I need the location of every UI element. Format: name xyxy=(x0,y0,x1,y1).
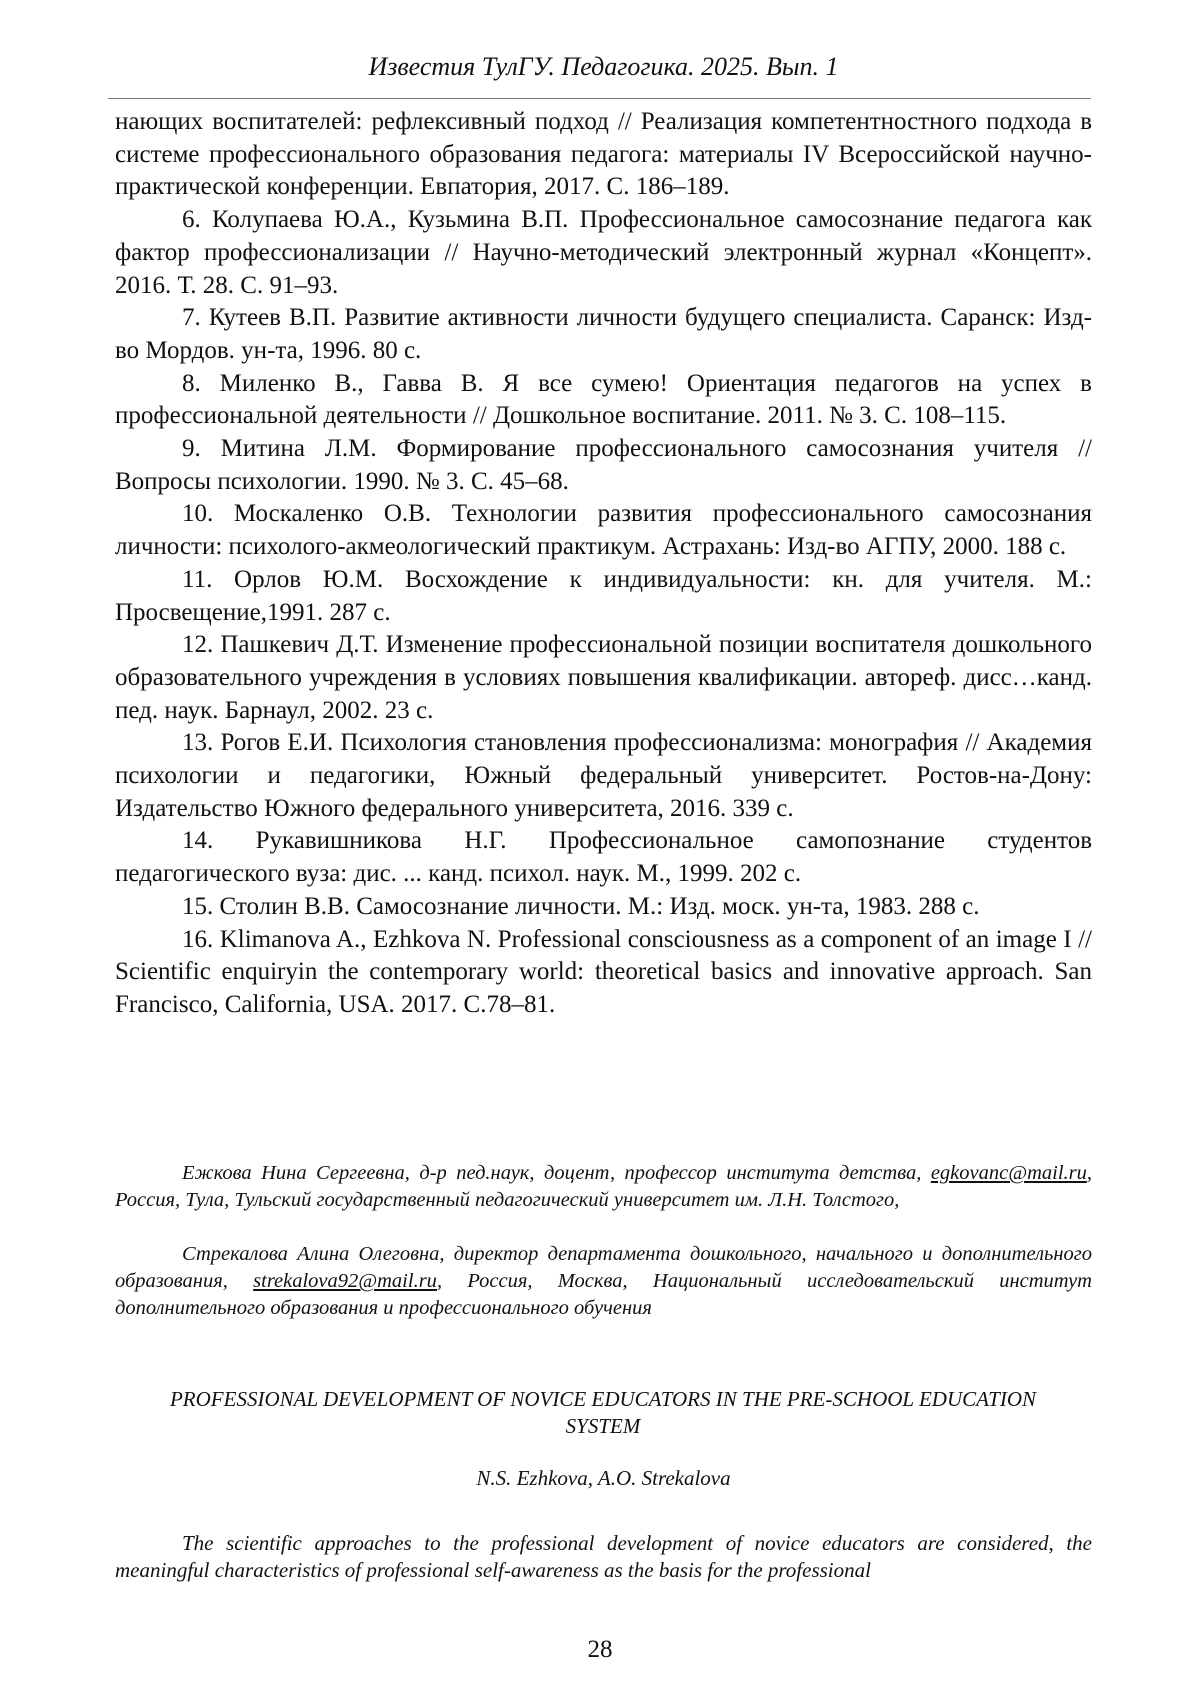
english-authors: N.S. Ezhkova, A.O. Strekalova xyxy=(476,1466,731,1490)
reference-item-7: 7. Кутеев В.П. Развитие активности личности будущего специалиста. Саранск: Изд-во Мордов. ун-та, 1996. 80 с. xyxy=(115,304,1092,364)
reference-item-15: 15. Столин В.В. Самосознание личности. М.: Изд. моск. ун-та, 1983. 288 с. xyxy=(182,892,980,920)
reference-item-8: 8. Миленко В., Гавва В. Я все сумею! Ориентация педагогов на успех в профессиональной деятельности // Дошкольное воспитание. 2011. № 3. С. 108–115. xyxy=(115,369,1092,430)
reference-item-13: 13. Рогов Е.И. Психология становления профессионализма: монография // Академия психологии и педагогики, Южный федеральный университет. Ростов-на-Дону: Издательство Южного федерального университета, 2016. 339 с. xyxy=(115,729,1092,822)
author-info-text: , Россия, Москва, Национальный исследовательский институт дополнительного образования и профессионального обучения xyxy=(115,1270,1092,1319)
reference-item-16: 16. Klimanova A., Ezhkova N. Professional consciousness as a component of an image I // Scientific enquiryin the contemporary world: theoretical basics and innovative approach. San Francisco, California, USA. 2017. C.78–81. xyxy=(115,925,1092,1018)
author-info-text: Стрекалова Алина Олеговна, директор департамента дошкольного, начального и дополнительного образования, xyxy=(115,1243,1092,1292)
reference-item-12: 12. Пашкевич Д.Т. Изменение профессиональной позиции воспитателя дошкольного образовательного учреждения в условиях повышения квалификации. автореф. дисс…канд. пед. наук. Барнаул, 2002. 23 с. xyxy=(115,631,1092,724)
author-info-text: , Россия, Тула, Тульский государственный педагогический университет им. Л.Н. Толстого, xyxy=(115,1162,1092,1211)
page-number: 28 xyxy=(587,1636,613,1663)
author-email-link[interactable]: strekalova92@mail.ru xyxy=(253,1270,437,1292)
author-email-link[interactable]: egkovanc@mail.ru xyxy=(930,1162,1087,1184)
english-abstract: The scientific approaches to the professional development of novice educators are considered, the meaningful characteristics of professional self-awareness as the basis for the professional xyxy=(115,1531,1092,1582)
reference-item-11: 11. Орлов Ю.М. Восхождение к индивидуальности: кн. для учителя. М.: Просвещение,1991. 287 с. xyxy=(115,565,1092,626)
reference-list xyxy=(115,106,1092,1022)
running-header: Известия ТулГУ. Педагогика. 2025. Вып. 1 xyxy=(368,52,839,81)
author-information xyxy=(115,1160,1092,1322)
author-info-ezhkova xyxy=(115,1160,1092,1214)
reference-continuation: нающих воспитателей: рефлексивный подход // Реализация компетентностного подхода в системе профессионального образования педагога: материалы IV Всероссийской научно-практической конференции. Евпатория, 2017. С. 186–189. xyxy=(115,108,1092,201)
english-title: PROFESSIONAL DEVELOPMENT OF NOVICE EDUCATORS IN THE PRE-SCHOOL EDUCATION SYSTEM xyxy=(169,1387,1037,1438)
author-info-strekalova xyxy=(115,1241,1092,1322)
reference-item-14: 14. Рукавишникова Н.Г. Профессиональное самопознание студентов педагогического вуза: дис. ... канд. психол. наук. М., 1999. 202 с. xyxy=(115,827,1092,888)
reference-item-6: 6. Колупаева Ю.А., Кузьмина В.П. Профессиональное самосознание педагога как фактор профессионализации // Научно-методический электронный журнал «Концепт». 2016. Т. 28. С. 91–93. xyxy=(115,206,1092,299)
reference-item-10: 10. Москаленко О.В. Технологии развития профессионального самосознания личности: психолого-акмеологический практикум. Астрахань: Изд-во АГПУ, 2000. 188 с. xyxy=(115,500,1092,561)
reference-item-9: 9. Митина Л.М. Формирование профессионального самосознания учителя // Вопросы психологии. 1990. № 3. С. 45–68. xyxy=(115,435,1092,495)
header-divider xyxy=(108,98,1091,99)
author-info-text: Ежкова Нина Сергеевна, д-р пед.наук, доцент, профессор института детства, xyxy=(182,1162,931,1184)
